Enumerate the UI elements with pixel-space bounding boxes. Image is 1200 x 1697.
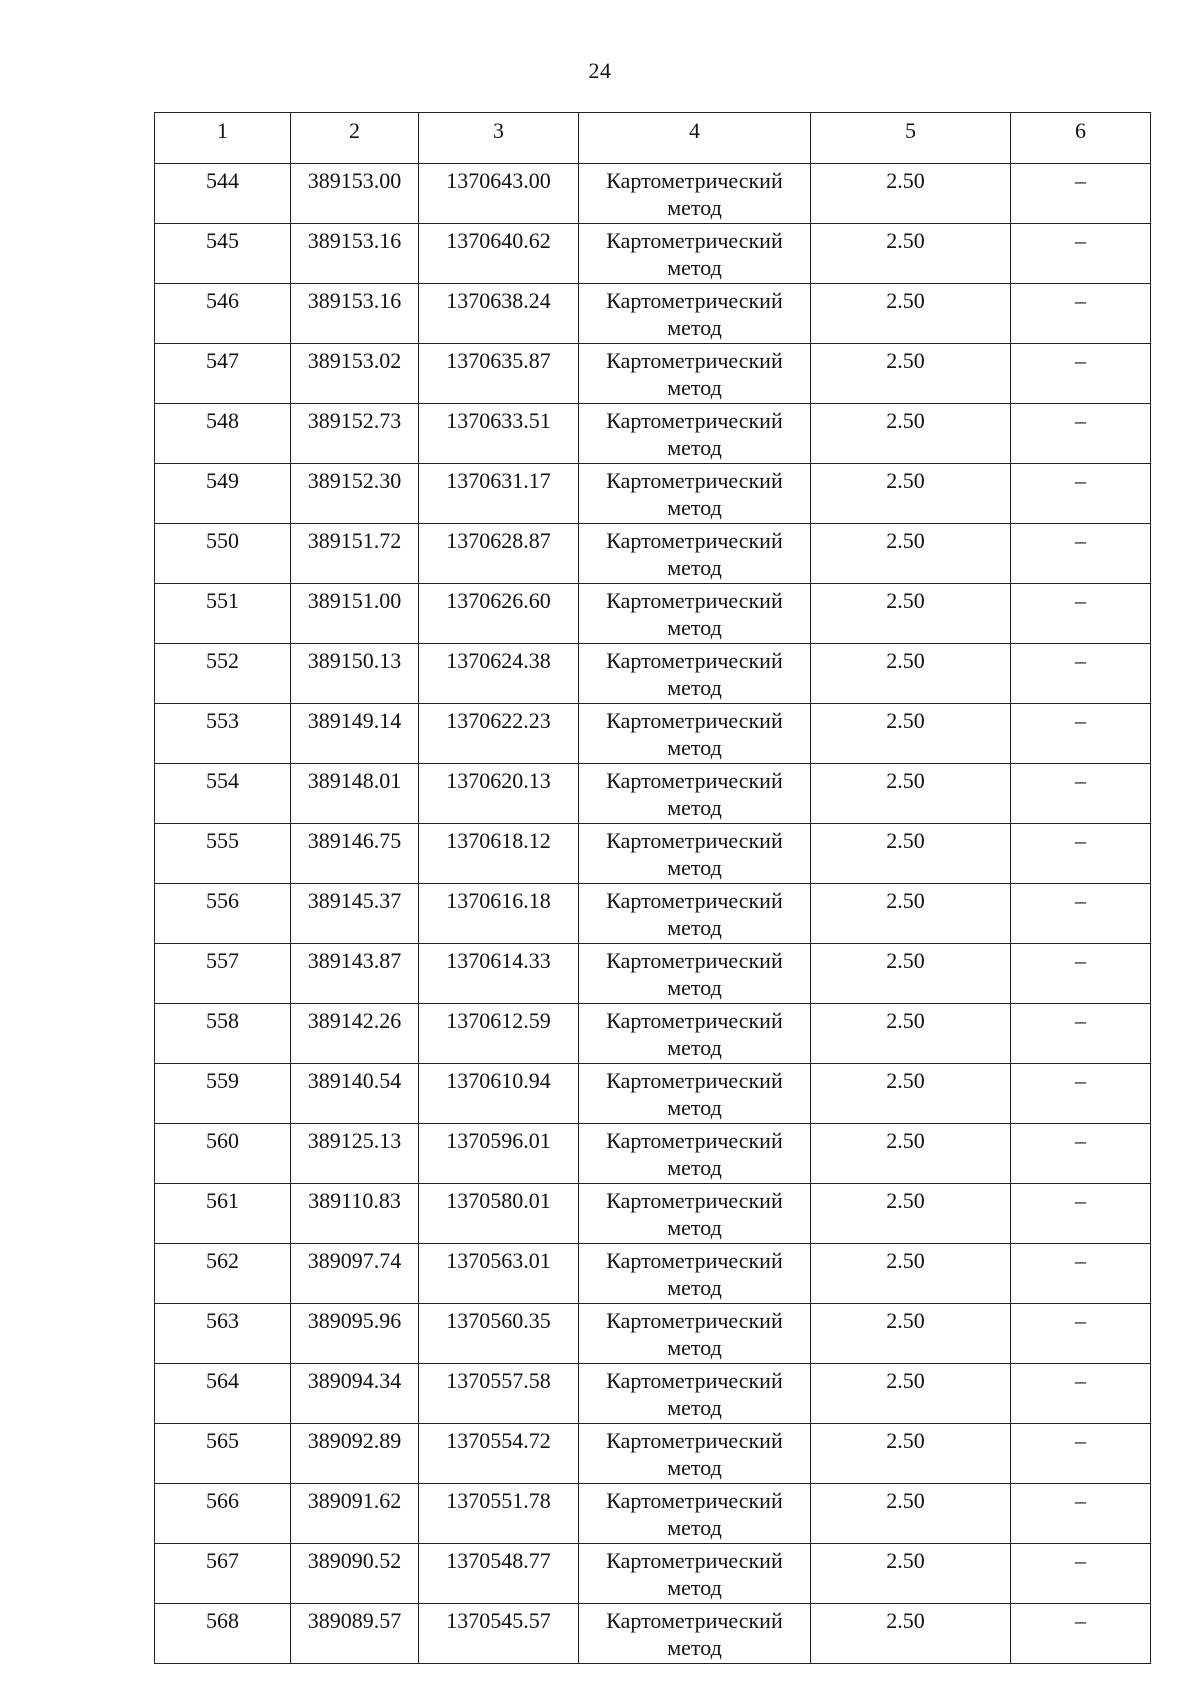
y-coordinate-cell: 1370580.01 (419, 1184, 579, 1244)
point-number-cell: 556 (155, 884, 291, 944)
accuracy-cell: 2.50 (811, 1484, 1011, 1544)
accuracy-cell: 2.50 (811, 1544, 1011, 1604)
header-cell-1: 1 (155, 113, 291, 164)
description-cell: – (1011, 464, 1151, 524)
table-row (155, 1604, 1151, 1664)
description-cell: – (1011, 404, 1151, 464)
table-row (155, 1004, 1151, 1064)
table-row (155, 524, 1151, 584)
x-coordinate-cell: 389125.13 (291, 1124, 419, 1184)
table-row (155, 1064, 1151, 1124)
description-cell: – (1011, 1124, 1151, 1184)
header-cell-5: 5 (811, 113, 1011, 164)
method-cell: Картометрический метод (579, 1184, 811, 1244)
point-number-cell: 559 (155, 1064, 291, 1124)
method-cell: Картометрический метод (579, 1544, 811, 1604)
accuracy-cell: 2.50 (811, 884, 1011, 944)
table-row (155, 584, 1151, 644)
accuracy-cell: 2.50 (811, 944, 1011, 1004)
header-cell-2: 2 (291, 113, 419, 164)
x-coordinate-cell: 389142.26 (291, 1004, 419, 1064)
coordinates-table-body (155, 113, 1151, 1664)
method-cell: Картометрический метод (579, 584, 811, 644)
table-row (155, 284, 1151, 344)
y-coordinate-cell: 1370614.33 (419, 944, 579, 1004)
point-number-cell: 555 (155, 824, 291, 884)
method-cell: Картометрический метод (579, 884, 811, 944)
description-cell: – (1011, 824, 1151, 884)
y-coordinate-cell: 1370554.72 (419, 1424, 579, 1484)
table-header-row (155, 113, 1151, 164)
description-cell: – (1011, 1604, 1151, 1664)
coordinates-table (154, 112, 1151, 1664)
y-coordinate-cell: 1370624.38 (419, 644, 579, 704)
point-number-cell: 568 (155, 1604, 291, 1664)
accuracy-cell: 2.50 (811, 1004, 1011, 1064)
table-row (155, 764, 1151, 824)
method-cell: Картометрический метод (579, 524, 811, 584)
point-number-cell: 560 (155, 1124, 291, 1184)
description-cell: – (1011, 1484, 1151, 1544)
y-coordinate-cell: 1370616.18 (419, 884, 579, 944)
accuracy-cell: 2.50 (811, 284, 1011, 344)
method-cell: Картометрический метод (579, 1604, 811, 1664)
point-number-cell: 545 (155, 224, 291, 284)
x-coordinate-cell: 389146.75 (291, 824, 419, 884)
table-row (155, 944, 1151, 1004)
accuracy-cell: 2.50 (811, 344, 1011, 404)
point-number-cell: 553 (155, 704, 291, 764)
point-number-cell: 544 (155, 164, 291, 224)
accuracy-cell: 2.50 (811, 164, 1011, 224)
method-cell: Картометрический метод (579, 1484, 811, 1544)
x-coordinate-cell: 389151.00 (291, 584, 419, 644)
point-number-cell: 549 (155, 464, 291, 524)
accuracy-cell: 2.50 (811, 1304, 1011, 1364)
point-number-cell: 551 (155, 584, 291, 644)
y-coordinate-cell: 1370551.78 (419, 1484, 579, 1544)
method-cell: Картометрический метод (579, 944, 811, 1004)
point-number-cell: 546 (155, 284, 291, 344)
page-number: 24 (588, 58, 612, 83)
point-number-cell: 564 (155, 1364, 291, 1424)
x-coordinate-cell: 389145.37 (291, 884, 419, 944)
x-coordinate-cell: 389149.14 (291, 704, 419, 764)
table-row (155, 704, 1151, 764)
x-coordinate-cell: 389148.01 (291, 764, 419, 824)
description-cell: – (1011, 1424, 1151, 1484)
x-coordinate-cell: 389092.89 (291, 1424, 419, 1484)
method-cell: Картометрический метод (579, 1304, 811, 1364)
y-coordinate-cell: 1370548.77 (419, 1544, 579, 1604)
description-cell: – (1011, 164, 1151, 224)
accuracy-cell: 2.50 (811, 224, 1011, 284)
description-cell: – (1011, 1004, 1151, 1064)
table-row (155, 1304, 1151, 1364)
header-cell-3: 3 (419, 113, 579, 164)
x-coordinate-cell: 389152.73 (291, 404, 419, 464)
y-coordinate-cell: 1370545.57 (419, 1604, 579, 1664)
y-coordinate-cell: 1370640.62 (419, 224, 579, 284)
accuracy-cell: 2.50 (811, 1124, 1011, 1184)
description-cell: – (1011, 644, 1151, 704)
x-coordinate-cell: 389143.87 (291, 944, 419, 1004)
description-cell: – (1011, 944, 1151, 1004)
method-cell: Картометрический метод (579, 704, 811, 764)
table-row (155, 404, 1151, 464)
accuracy-cell: 2.50 (811, 704, 1011, 764)
table-row (155, 1484, 1151, 1544)
method-cell: Картометрический метод (579, 644, 811, 704)
method-cell: Картометрический метод (579, 164, 811, 224)
accuracy-cell: 2.50 (811, 1184, 1011, 1244)
method-cell: Картометрический метод (579, 1364, 811, 1424)
method-cell: Картометрический метод (579, 764, 811, 824)
x-coordinate-cell: 389152.30 (291, 464, 419, 524)
point-number-cell: 562 (155, 1244, 291, 1304)
table-row (155, 1364, 1151, 1424)
method-cell: Картометрический метод (579, 1004, 811, 1064)
point-number-cell: 566 (155, 1484, 291, 1544)
accuracy-cell: 2.50 (811, 1604, 1011, 1664)
description-cell: – (1011, 1244, 1151, 1304)
table-row (155, 1124, 1151, 1184)
table-row (155, 1424, 1151, 1484)
method-cell: Картометрический метод (579, 284, 811, 344)
x-coordinate-cell: 389095.96 (291, 1304, 419, 1364)
y-coordinate-cell: 1370560.35 (419, 1304, 579, 1364)
point-number-cell: 561 (155, 1184, 291, 1244)
accuracy-cell: 2.50 (811, 1424, 1011, 1484)
description-cell: – (1011, 1304, 1151, 1364)
method-cell: Картометрический метод (579, 1064, 811, 1124)
accuracy-cell: 2.50 (811, 464, 1011, 524)
point-number-cell: 547 (155, 344, 291, 404)
description-cell: – (1011, 1184, 1151, 1244)
table-row (155, 824, 1151, 884)
description-cell: – (1011, 344, 1151, 404)
x-coordinate-cell: 389090.52 (291, 1544, 419, 1604)
table-row (155, 1184, 1151, 1244)
y-coordinate-cell: 1370618.12 (419, 824, 579, 884)
table-row (155, 644, 1151, 704)
y-coordinate-cell: 1370557.58 (419, 1364, 579, 1424)
table-row (155, 884, 1151, 944)
description-cell: – (1011, 704, 1151, 764)
x-coordinate-cell: 389153.16 (291, 224, 419, 284)
method-cell: Картометрический метод (579, 464, 811, 524)
x-coordinate-cell: 389097.74 (291, 1244, 419, 1304)
table-row (155, 344, 1151, 404)
point-number-cell: 557 (155, 944, 291, 1004)
method-cell: Картометрический метод (579, 404, 811, 464)
accuracy-cell: 2.50 (811, 764, 1011, 824)
x-coordinate-cell: 389153.00 (291, 164, 419, 224)
accuracy-cell: 2.50 (811, 824, 1011, 884)
table-row (155, 464, 1151, 524)
method-cell: Картометрический метод (579, 224, 811, 284)
description-cell: – (1011, 1364, 1151, 1424)
x-coordinate-cell: 389094.34 (291, 1364, 419, 1424)
x-coordinate-cell: 389089.57 (291, 1604, 419, 1664)
description-cell: – (1011, 284, 1151, 344)
accuracy-cell: 2.50 (811, 524, 1011, 584)
y-coordinate-cell: 1370563.01 (419, 1244, 579, 1304)
description-cell: – (1011, 1544, 1151, 1604)
header-cell-6: 6 (1011, 113, 1151, 164)
accuracy-cell: 2.50 (811, 1064, 1011, 1124)
method-cell: Картометрический метод (579, 344, 811, 404)
y-coordinate-cell: 1370610.94 (419, 1064, 579, 1124)
method-cell: Картометрический метод (579, 1124, 811, 1184)
y-coordinate-cell: 1370626.60 (419, 584, 579, 644)
method-cell: Картометрический метод (579, 1424, 811, 1484)
point-number-cell: 554 (155, 764, 291, 824)
description-cell: – (1011, 524, 1151, 584)
accuracy-cell: 2.50 (811, 1364, 1011, 1424)
description-cell: – (1011, 224, 1151, 284)
description-cell: – (1011, 584, 1151, 644)
y-coordinate-cell: 1370622.23 (419, 704, 579, 764)
accuracy-cell: 2.50 (811, 584, 1011, 644)
y-coordinate-cell: 1370643.00 (419, 164, 579, 224)
point-number-cell: 548 (155, 404, 291, 464)
x-coordinate-cell: 389153.16 (291, 284, 419, 344)
y-coordinate-cell: 1370631.17 (419, 464, 579, 524)
y-coordinate-cell: 1370612.59 (419, 1004, 579, 1064)
y-coordinate-cell: 1370620.13 (419, 764, 579, 824)
table-row (155, 224, 1151, 284)
x-coordinate-cell: 389150.13 (291, 644, 419, 704)
accuracy-cell: 2.50 (811, 644, 1011, 704)
point-number-cell: 550 (155, 524, 291, 584)
point-number-cell: 567 (155, 1544, 291, 1604)
table-row (155, 1544, 1151, 1604)
description-cell: – (1011, 764, 1151, 824)
x-coordinate-cell: 389153.02 (291, 344, 419, 404)
x-coordinate-cell: 389110.83 (291, 1184, 419, 1244)
method-cell: Картометрический метод (579, 1244, 811, 1304)
y-coordinate-cell: 1370633.51 (419, 404, 579, 464)
y-coordinate-cell: 1370638.24 (419, 284, 579, 344)
y-coordinate-cell: 1370596.01 (419, 1124, 579, 1184)
point-number-cell: 565 (155, 1424, 291, 1484)
point-number-cell: 552 (155, 644, 291, 704)
method-cell: Картометрический метод (579, 824, 811, 884)
point-number-cell: 558 (155, 1004, 291, 1064)
accuracy-cell: 2.50 (811, 1244, 1011, 1304)
description-cell: – (1011, 1064, 1151, 1124)
y-coordinate-cell: 1370635.87 (419, 344, 579, 404)
x-coordinate-cell: 389151.72 (291, 524, 419, 584)
table-row (155, 164, 1151, 224)
x-coordinate-cell: 389140.54 (291, 1064, 419, 1124)
accuracy-cell: 2.50 (811, 404, 1011, 464)
header-cell-4: 4 (579, 113, 811, 164)
y-coordinate-cell: 1370628.87 (419, 524, 579, 584)
description-cell: – (1011, 884, 1151, 944)
x-coordinate-cell: 389091.62 (291, 1484, 419, 1544)
point-number-cell: 563 (155, 1304, 291, 1364)
table-row (155, 1244, 1151, 1304)
